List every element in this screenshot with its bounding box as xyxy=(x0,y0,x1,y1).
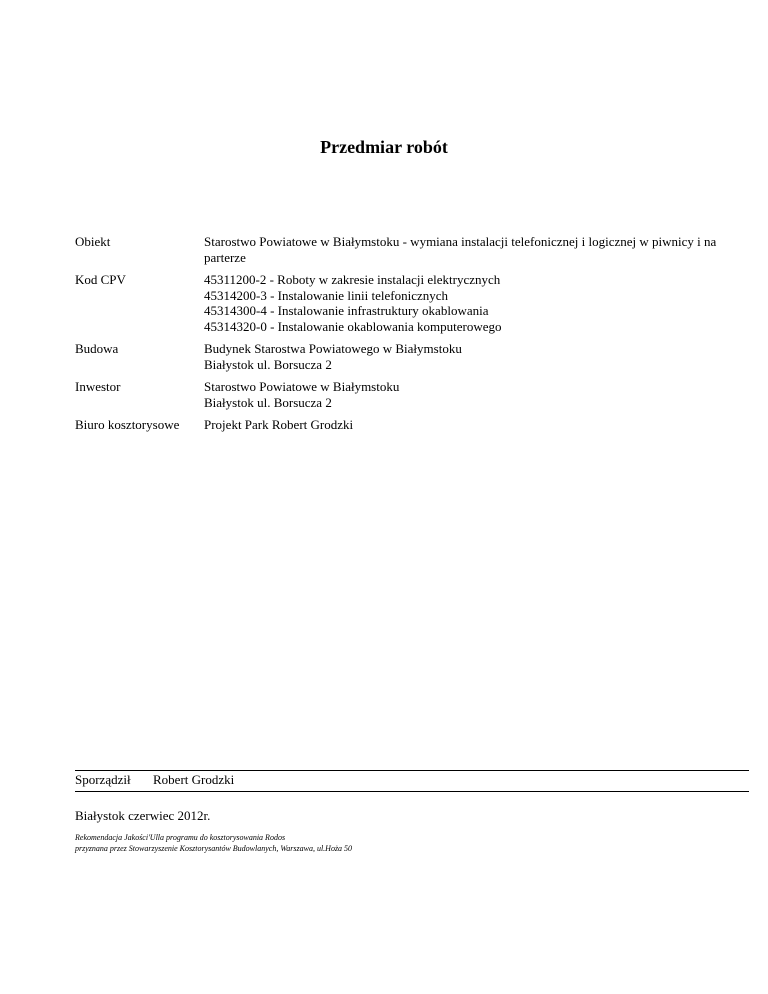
info-value: Białystok ul. Borsucza 2 xyxy=(204,356,332,372)
info-table xyxy=(75,234,755,440)
info-label: Kod CPV xyxy=(75,272,126,287)
prepared-by-name: Robert Grodzki xyxy=(153,772,235,787)
info-row-estimating-office xyxy=(75,417,755,433)
info-label: Inwestor xyxy=(75,379,121,394)
info-value: Budynek Starostwa Powiatowego w Białymstoku xyxy=(204,341,462,356)
info-values xyxy=(204,341,755,372)
info-value: 45314300-4 - Instalowanie infrastruktury okablowania xyxy=(204,303,489,318)
prepared-by xyxy=(75,772,234,788)
divider-top xyxy=(75,770,749,771)
footer-line: Rekomendacja Jakości'Ulla programu do kosztorysowania Rodos xyxy=(75,833,286,842)
info-value: Starostwo Powiatowe w Białymstoku - wymiana instalacji telefonicznej i logicznej w piwnicy i na parterze xyxy=(204,234,717,265)
info-value: 45314200-3 - Instalowanie linii telefonicznych xyxy=(204,287,449,303)
info-label: Obiekt xyxy=(75,234,111,249)
footer-line: przyznana przez Stowarzyszenie Kosztorysantów Budowlanych, Warszawa, ul.Hoża 50 xyxy=(75,844,353,853)
info-row-cpv xyxy=(75,272,755,334)
footer-note xyxy=(75,832,352,854)
info-row-construction xyxy=(75,341,755,372)
divider-bottom xyxy=(75,791,749,792)
info-value: 45314320-0 - Instalowanie okablowania komputerowego xyxy=(204,318,502,334)
info-values xyxy=(204,234,755,265)
info-value: 45311200-2 - Roboty w zakresie instalacji elektrycznych xyxy=(204,272,501,287)
place-date: Białystok czerwiec 2012r. xyxy=(75,808,211,823)
info-row-investor xyxy=(75,379,755,410)
info-values xyxy=(204,417,755,433)
prepared-by-label: Sporządził xyxy=(75,772,131,787)
info-value: Białystok ul. Borsucza 2 xyxy=(204,394,332,410)
info-values xyxy=(204,272,755,334)
info-row-object xyxy=(75,234,755,265)
info-value: Starostwo Powiatowe w Białymstoku xyxy=(204,379,400,394)
info-values xyxy=(204,379,755,410)
info-value: Projekt Park Robert Grodzki xyxy=(204,417,354,432)
page-title: Przedmiar robót xyxy=(320,137,448,157)
info-label: Budowa xyxy=(75,341,119,356)
info-label: Biuro kosztorysowe xyxy=(75,417,180,432)
